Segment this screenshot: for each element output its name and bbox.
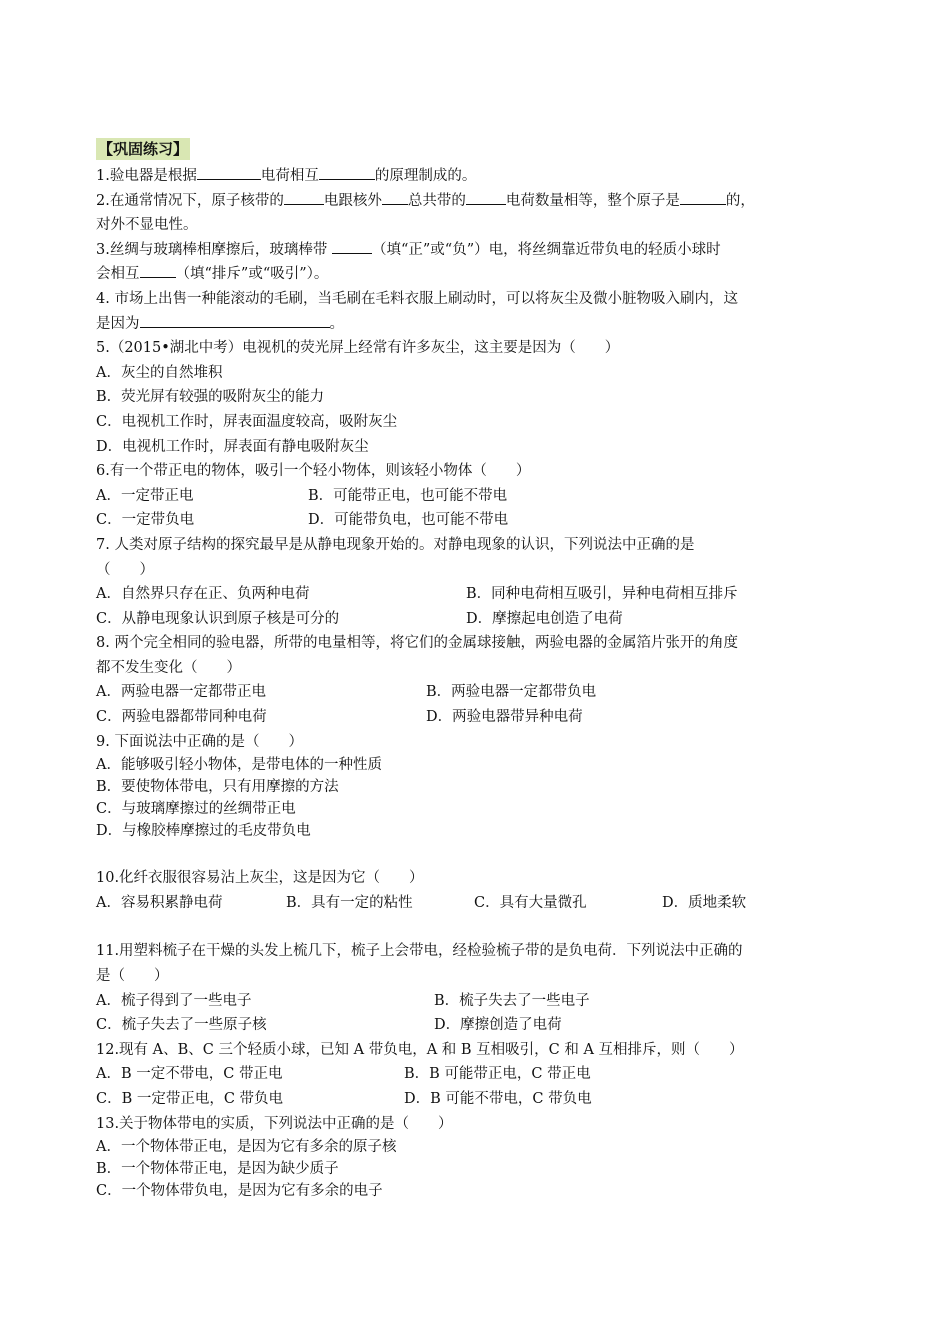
option-c[interactable]: C．电视机工作时，屏表面温度较高，吸附灰尘 bbox=[96, 413, 398, 430]
answer-blank[interactable] bbox=[332, 239, 372, 254]
options-row bbox=[96, 705, 856, 730]
option-d[interactable]: D．与橡胶棒摩擦过的毛皮带负电 bbox=[96, 823, 311, 840]
question-2-cont: 对外不显电性。 bbox=[96, 217, 198, 234]
option-d[interactable]: D．摩擦起电创造了电荷 bbox=[466, 610, 623, 627]
option-b[interactable]: B．同种电荷相互吸引，异种电荷相互排斥 bbox=[466, 586, 738, 603]
option-d[interactable]: D．质地柔软 bbox=[662, 894, 747, 911]
options-row bbox=[96, 1062, 856, 1087]
options-row bbox=[96, 1087, 856, 1112]
option-c[interactable]: C．一定带负电 bbox=[96, 512, 195, 529]
option-a[interactable]: A．两验电器一定都带正电 bbox=[96, 684, 266, 701]
answer-blank[interactable] bbox=[382, 190, 408, 205]
options-row bbox=[96, 1013, 856, 1038]
options-row bbox=[96, 508, 856, 533]
option-b[interactable]: B．可能带正电，也可能不带电 bbox=[308, 487, 508, 504]
options-row bbox=[96, 680, 856, 705]
question-8-stem: 8. 两个完全相同的验电器，所带的电量相等，将它们的金属球接触，两验电器的金属箔片张开的角度 bbox=[96, 635, 738, 652]
option-b[interactable]: B．具有一定的粘性 bbox=[286, 894, 413, 911]
question-5-stem: 5.（2015•湖北中考）电视机的荧光屏上经常有许多灰尘，这主要是因为（ ） bbox=[96, 340, 620, 357]
question-12-stem: 12.现有 A、B、C 三个轻质小球，已知 A 带负电，A 和 B 互相吸引，C 和 A 互相排斥，则（ ） bbox=[96, 1041, 744, 1058]
option-b[interactable]: B．两验电器一定都带负电 bbox=[426, 684, 597, 701]
option-b[interactable]: B．荧光屏有较强的吸附灰尘的能力 bbox=[96, 389, 325, 406]
option-a[interactable]: A．自然界只存在正、负两种电荷 bbox=[96, 586, 310, 603]
option-b[interactable]: B．一个物体带正电，是因为缺少质子 bbox=[96, 1161, 339, 1178]
answer-blank[interactable] bbox=[284, 190, 324, 205]
options-row bbox=[96, 989, 856, 1014]
question-9-stem: 9. 下面说法中正确的是（ ） bbox=[96, 733, 303, 750]
answer-blank[interactable] bbox=[140, 313, 330, 328]
option-a[interactable]: A．梳子得到了一些电子 bbox=[96, 992, 252, 1009]
option-a[interactable]: A．B 一定不带电，C 带正电 bbox=[96, 1066, 283, 1083]
option-d[interactable]: D．B 可能不带电，C 带负电 bbox=[404, 1091, 592, 1107]
options-row bbox=[96, 582, 856, 607]
question-11-stem-cont: 是（ ） bbox=[96, 968, 169, 985]
question-6-stem: 6.有一个带正电的物体，吸引一个轻小物体，则该轻小物体（ ） bbox=[96, 463, 531, 480]
spacer bbox=[96, 915, 856, 939]
section-title: 【巩固练习】 bbox=[98, 140, 189, 158]
question-3-cont: 会相互 （填“排斥”或“吸引”）。 bbox=[96, 262, 856, 287]
answer-blank[interactable] bbox=[319, 165, 375, 180]
option-c[interactable]: C．两验电器都带同种电荷 bbox=[96, 709, 267, 726]
answer-blank[interactable] bbox=[197, 165, 261, 180]
option-a[interactable]: A．一定带正电 bbox=[96, 487, 194, 504]
option-b[interactable]: B．要使物体带电，只有用摩擦的方法 bbox=[96, 779, 339, 796]
answer-blank[interactable] bbox=[140, 263, 176, 278]
option-b[interactable]: B．B 可能带正电，C 带正电 bbox=[404, 1066, 591, 1083]
answer-blank[interactable] bbox=[680, 190, 726, 205]
option-c[interactable]: C．梳子失去了一些原子核 bbox=[96, 1017, 267, 1034]
option-b[interactable]: B．梳子失去了一些电子 bbox=[434, 992, 590, 1009]
question-10-stem: 10.化纤衣服很容易沾上灰尘，这是因为它（ ） bbox=[96, 870, 424, 887]
option-a[interactable]: A．灰尘的自然堆积 bbox=[96, 364, 223, 381]
option-d[interactable]: D．摩擦创造了电荷 bbox=[434, 1017, 562, 1034]
question-11-stem: 11.用塑料梳子在干燥的头发上梳几下，梳子上会带电，经检验梳子带的是负电荷．下列说法中正确的 bbox=[96, 943, 743, 960]
option-c[interactable]: C．B 一定带正电，C 带负电 bbox=[96, 1091, 284, 1107]
question-4: 4. 市场上出售一种能滚动的毛刷，当毛刷在毛料衣服上刷动时，可以将灰尘及微小脏物吸入刷内，这 bbox=[96, 290, 738, 307]
option-d[interactable]: D．两验电器带异种电荷 bbox=[426, 709, 583, 726]
option-c[interactable]: C．从静电现象认识到原子核是可分的 bbox=[96, 610, 340, 627]
worksheet bbox=[96, 138, 856, 1202]
option-a[interactable]: A．一个物体带正电，是因为它有多余的原子核 bbox=[96, 1139, 397, 1156]
option-c[interactable]: C．具有大量微孔 bbox=[474, 894, 587, 911]
option-a[interactable]: A．容易积累静电荷 bbox=[96, 894, 223, 911]
option-d[interactable]: D．电视机工作时，屏表面有静电吸附灰尘 bbox=[96, 438, 369, 455]
spacer bbox=[96, 842, 856, 866]
options-row bbox=[96, 891, 856, 916]
question-2: 2.在通常情况下，原子核带的 电跟核外 总共带的 电荷数量相等，整个原子是 的， bbox=[96, 189, 856, 214]
option-a[interactable]: A．能够吸引轻小物体，是带电体的一种性质 bbox=[96, 757, 382, 774]
question-4-cont: 是因为 。 bbox=[96, 312, 856, 337]
question-1: 1.验电器是根据 电荷相互 的原理制成的。 bbox=[96, 164, 856, 189]
question-8-stem-cont: 都不发生变化（ ） bbox=[96, 659, 241, 676]
option-c[interactable]: C．与玻璃摩擦过的丝绸带正电 bbox=[96, 801, 296, 818]
question-13-stem: 13.关于物体带电的实质，下列说法中正确的是（ ） bbox=[96, 1115, 453, 1132]
options-row bbox=[96, 484, 856, 509]
option-c[interactable]: C．一个物体带负电，是因为它有多余的电子 bbox=[96, 1183, 383, 1200]
options-row bbox=[96, 607, 856, 632]
option-d[interactable]: D．可能带负电，也可能不带电 bbox=[308, 512, 509, 529]
question-7-stem-cont: （ ） bbox=[96, 561, 154, 578]
question-3: 3.丝绸与玻璃棒相摩擦后，玻璃棒带 （填“正”或“负”）电，将丝绸靠近带负电的轻质小球时 bbox=[96, 238, 856, 263]
question-7-stem: 7. 人类对原子结构的探究最早是从静电现象开始的。对静电现象的认识，下列说法中正确的是 bbox=[96, 536, 695, 553]
answer-blank[interactable] bbox=[466, 190, 506, 205]
